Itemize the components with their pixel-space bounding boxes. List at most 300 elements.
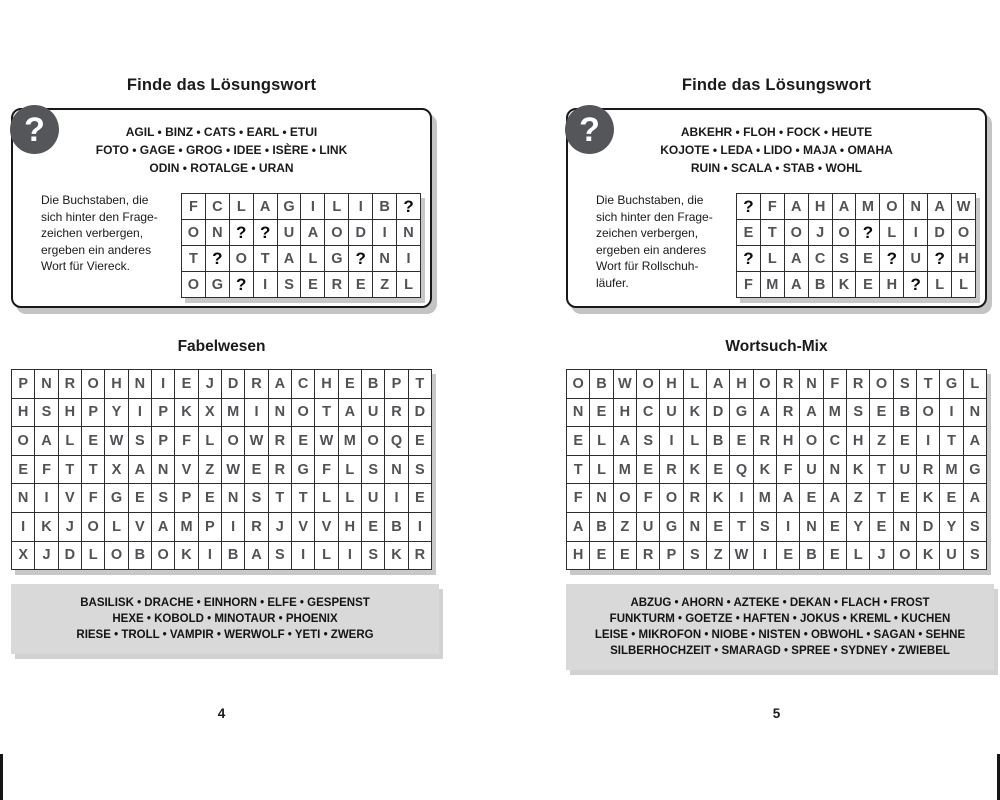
letter-cell: N: [385, 456, 407, 484]
letter-cell: M: [824, 399, 846, 427]
letter-cell: E: [824, 513, 846, 541]
letter-cell: P: [12, 370, 34, 398]
letter-cell: L: [315, 542, 337, 570]
letter-cell: O: [880, 194, 903, 219]
letter-cell: L: [325, 194, 348, 219]
letter-cell: S: [847, 399, 869, 427]
letter-cell: K: [35, 513, 57, 541]
book-page-left: [11, 0, 432, 800]
letter-cell: Z: [870, 427, 892, 455]
letter-cell: M: [175, 513, 197, 541]
letter-cell: N: [222, 484, 244, 512]
letter-cell: E: [301, 272, 324, 297]
letter-cell: I: [129, 399, 151, 427]
letter-cell: W: [222, 456, 244, 484]
letter-cell: L: [230, 194, 253, 219]
letter-cell: R: [245, 513, 267, 541]
text-line: Die Buchstaben, die: [41, 193, 149, 207]
letter-cell: E: [940, 484, 962, 512]
letter-cell: L: [684, 427, 706, 455]
letter-cell: O: [222, 427, 244, 455]
letter-cell: Z: [614, 513, 636, 541]
letter-cell: A: [567, 513, 589, 541]
letter-cell: O: [833, 220, 856, 245]
letter-cell: I: [917, 427, 939, 455]
letter-cell: S: [754, 513, 776, 541]
letter-cell: F: [182, 194, 205, 219]
letter-cell: A: [964, 427, 986, 455]
letter-cell: N: [824, 456, 846, 484]
letter-cell: I: [199, 542, 221, 570]
letter-cell: L: [397, 272, 420, 297]
letter-cell: R: [637, 542, 659, 570]
letter-cell: T: [409, 370, 431, 398]
letter-cell: T: [82, 456, 104, 484]
letter-cell: B: [362, 370, 384, 398]
letter-cell: K: [175, 399, 197, 427]
letter-cell: A: [833, 194, 856, 219]
letter-cell: H: [315, 370, 337, 398]
letter-cell: Z: [199, 456, 221, 484]
letter-cell: N: [894, 513, 916, 541]
letter-cell: S: [409, 456, 431, 484]
letter-cell: B: [373, 194, 396, 219]
letter-cell: R: [660, 456, 682, 484]
letter-cell: A: [800, 399, 822, 427]
letter-cell: U: [362, 399, 384, 427]
letter-cell: D: [409, 399, 431, 427]
letter-cell: L: [105, 513, 127, 541]
letter-cell: T: [567, 456, 589, 484]
letter-cell: K: [833, 272, 856, 297]
letter-cell: O: [325, 220, 348, 245]
letter-cell: N: [964, 399, 986, 427]
text-line: ergeben ein anderes: [596, 242, 707, 257]
question-mark-icon: ?: [10, 105, 59, 154]
letter-cell: U: [637, 513, 659, 541]
letter-cell: A: [245, 542, 267, 570]
letter-cell: P: [175, 484, 197, 512]
letter-cell: D: [222, 370, 244, 398]
letter-cell: H: [59, 399, 81, 427]
letter-cell: U: [278, 220, 301, 245]
letter-cell: I: [409, 513, 431, 541]
text-line: läufer.: [596, 275, 629, 290]
letter-cell: M: [754, 484, 776, 512]
letter-cell: T: [59, 456, 81, 484]
letter-cell: E: [292, 427, 314, 455]
letter-cell: X: [199, 399, 221, 427]
hidden-letter-cell: ?: [206, 246, 229, 271]
letter-cell: K: [385, 542, 407, 570]
letter-cell: G: [105, 484, 127, 512]
letter-cell: M: [339, 427, 361, 455]
letter-cell: O: [82, 370, 104, 398]
letter-cell: B: [809, 272, 832, 297]
letter-cell: R: [59, 370, 81, 398]
letter-cell: L: [339, 456, 361, 484]
hidden-letter-cell: ?: [230, 220, 253, 245]
letter-cell: A: [824, 484, 846, 512]
letter-cell: A: [928, 194, 951, 219]
letter-cell: H: [12, 399, 34, 427]
text-line: HEXE • KOBOLD • MINOTAUR • PHOENIX: [112, 613, 338, 626]
letter-cell: G: [292, 456, 314, 484]
letter-cell: G: [325, 246, 348, 271]
letter-cell: G: [940, 370, 962, 398]
letter-cell: N: [12, 484, 34, 512]
letter-cell: A: [152, 513, 174, 541]
letter-cell: D: [59, 542, 81, 570]
letter-cell: A: [254, 194, 277, 219]
letter-cell: R: [385, 399, 407, 427]
letter-cell: B: [894, 399, 916, 427]
letter-cell: O: [82, 513, 104, 541]
letter-cell: L: [199, 427, 221, 455]
letter-cell: A: [278, 246, 301, 271]
hidden-letter-cell: ?: [880, 246, 903, 271]
letter-cell: F: [315, 456, 337, 484]
solution-word-list: [568, 123, 985, 177]
letter-cell: I: [373, 220, 396, 245]
letter-cell: T: [870, 456, 892, 484]
letter-cell: E: [800, 484, 822, 512]
letter-cell: P: [152, 399, 174, 427]
letter-cell: L: [964, 370, 986, 398]
letter-cell: S: [964, 513, 986, 541]
letter-cell: E: [245, 456, 267, 484]
letter-cell: E: [339, 370, 361, 398]
letter-cell: T: [870, 484, 892, 512]
letter-cell: E: [870, 399, 892, 427]
hidden-letter-cell: ?: [928, 246, 951, 271]
letter-cell: R: [269, 456, 291, 484]
letter-cell: Z: [707, 542, 729, 570]
letter-cell: H: [660, 370, 682, 398]
letter-cell: A: [707, 370, 729, 398]
letter-cell: J: [269, 513, 291, 541]
wordsearch-title: Fabelwesen: [177, 338, 266, 355]
letter-cell: A: [777, 484, 799, 512]
letter-cell: R: [269, 427, 291, 455]
letter-cell: B: [707, 427, 729, 455]
letter-cell: W: [952, 194, 975, 219]
letter-cell: I: [754, 542, 776, 570]
letter-cell: Y: [940, 513, 962, 541]
letter-cell: J: [35, 542, 57, 570]
letter-cell: X: [12, 542, 34, 570]
letter-cell: R: [684, 484, 706, 512]
hidden-letter-cell: ?: [349, 246, 372, 271]
letter-cell: P: [152, 427, 174, 455]
hidden-letter-cell: ?: [230, 272, 253, 297]
letter-cell: F: [761, 194, 784, 219]
letter-cell: P: [82, 399, 104, 427]
letter-cell: D: [349, 220, 372, 245]
letter-cell: H: [880, 272, 903, 297]
solution-puzzle-box: [11, 108, 432, 308]
letter-cell: C: [206, 194, 229, 219]
letter-cell: J: [870, 542, 892, 570]
letter-cell: O: [230, 246, 253, 271]
letter-cell: I: [730, 484, 752, 512]
letter-cell: S: [245, 484, 267, 512]
letter-cell: V: [315, 513, 337, 541]
letter-cell: E: [409, 484, 431, 512]
letter-cell: E: [777, 542, 799, 570]
letter-cell: E: [614, 542, 636, 570]
letter-cell: O: [637, 370, 659, 398]
text-line: Die Buchstaben, die: [596, 193, 704, 207]
letter-cell: X: [105, 456, 127, 484]
letter-cell: T: [269, 484, 291, 512]
letter-cell: N: [590, 484, 612, 512]
letter-cell: D: [928, 220, 951, 245]
letter-cell: K: [847, 456, 869, 484]
letter-cell: H: [847, 427, 869, 455]
letter-cell: C: [292, 370, 314, 398]
letter-cell: G: [278, 194, 301, 219]
letter-cell: I: [292, 542, 314, 570]
text-line: KOJOTE • LEDA • LIDO • MAJA • OMAHA: [660, 143, 893, 157]
letter-cell: R: [409, 542, 431, 570]
letter-cell: M: [222, 399, 244, 427]
letter-cell: Y: [847, 513, 869, 541]
letter-cell: K: [684, 399, 706, 427]
letter-cell: Q: [385, 427, 407, 455]
letter-cell: B: [590, 513, 612, 541]
letter-cell: T: [182, 246, 205, 271]
letter-cell: T: [940, 427, 962, 455]
wordsearch-grid: [566, 369, 987, 570]
letter-cell: I: [777, 513, 799, 541]
letter-cell: L: [952, 272, 975, 297]
letter-cell: K: [917, 484, 939, 512]
letter-cell: A: [785, 246, 808, 271]
letter-cell: H: [105, 370, 127, 398]
letter-cell: K: [175, 542, 197, 570]
letter-cell: I: [904, 220, 927, 245]
letter-cell: R: [777, 370, 799, 398]
letter-cell: M: [614, 456, 636, 484]
letter-cell: V: [129, 513, 151, 541]
letter-cell: N: [269, 399, 291, 427]
letter-cell: N: [397, 220, 420, 245]
letter-cell: R: [777, 399, 799, 427]
letter-cell: O: [567, 370, 589, 398]
hidden-letter-cell: ?: [737, 194, 760, 219]
wordsearch-word-list: [11, 584, 439, 654]
letter-cell: E: [856, 272, 879, 297]
letter-cell: U: [660, 399, 682, 427]
letter-cell: V: [59, 484, 81, 512]
letter-cell: E: [590, 542, 612, 570]
letter-cell: J: [59, 513, 81, 541]
page-number: 4: [217, 706, 226, 721]
text-line: FOTO • GAGE • GROG • IDEE • ISÈRE • LINK: [95, 143, 348, 157]
letter-cell: E: [856, 246, 879, 271]
letter-cell: H: [339, 513, 361, 541]
letter-cell: W: [730, 542, 752, 570]
letter-cell: T: [917, 370, 939, 398]
letter-cell: H: [809, 194, 832, 219]
letter-cell: G: [206, 272, 229, 297]
letter-cell: S: [129, 427, 151, 455]
letter-cell: F: [824, 370, 846, 398]
text-line: zeichen verbergen,: [41, 226, 144, 240]
letter-cell: W: [105, 427, 127, 455]
letter-cell: E: [349, 272, 372, 297]
letter-cell: E: [409, 427, 431, 455]
solution-puzzle-title: Finde das Lösungswort: [681, 76, 872, 94]
hidden-letter-cell: ?: [737, 246, 760, 271]
wordsearch-grid: [11, 369, 432, 570]
letter-cell: M: [761, 272, 784, 297]
letter-cell: N: [373, 246, 396, 271]
letter-cell: O: [362, 427, 384, 455]
text-line: Wort für Rollschuh-: [596, 259, 699, 273]
letter-cell: E: [637, 456, 659, 484]
letter-cell: H: [730, 370, 752, 398]
letter-cell: I: [940, 399, 962, 427]
letter-cell: P: [199, 513, 221, 541]
letter-cell: L: [847, 542, 869, 570]
letter-cell: O: [182, 220, 205, 245]
solution-word-list: [13, 123, 430, 177]
letter-cell: N: [152, 456, 174, 484]
letter-cell: O: [917, 399, 939, 427]
letter-cell: G: [964, 456, 986, 484]
letter-cell: C: [809, 246, 832, 271]
letter-cell: O: [660, 484, 682, 512]
text-line: ABKEHR • FLOH • FOCK • HEUTE: [680, 125, 873, 139]
text-line: LEISE • MIKROFON • NIOBE • NISTEN • OBWOHL • SAGAN • SEHNE: [594, 629, 966, 642]
letter-cell: F: [777, 456, 799, 484]
letter-cell: J: [199, 370, 221, 398]
letter-cell: I: [254, 272, 277, 297]
solution-puzzle-title: Finde das Lösungswort: [126, 76, 317, 94]
letter-cell: L: [684, 370, 706, 398]
letter-cell: L: [82, 542, 104, 570]
letter-cell: N: [904, 194, 927, 219]
letter-cell: A: [129, 456, 151, 484]
letter-cell: F: [82, 484, 104, 512]
letter-cell: I: [301, 194, 324, 219]
letter-cell: A: [35, 427, 57, 455]
letter-cell: M: [940, 456, 962, 484]
letter-cell: E: [707, 456, 729, 484]
letter-cell: N: [567, 399, 589, 427]
page-edge-mark-left: [0, 754, 3, 800]
letter-cell: I: [152, 370, 174, 398]
letter-cell: I: [35, 484, 57, 512]
letter-cell: P: [385, 370, 407, 398]
letter-cell: N: [684, 513, 706, 541]
letter-cell: C: [824, 427, 846, 455]
letter-cell: B: [385, 513, 407, 541]
letter-cell: M: [856, 194, 879, 219]
letter-cell: E: [129, 484, 151, 512]
letter-cell: U: [894, 456, 916, 484]
letter-cell: S: [637, 427, 659, 455]
text-line: Wort für Viereck.: [41, 259, 130, 273]
solution-letter-grid: [181, 193, 421, 298]
letter-cell: F: [567, 484, 589, 512]
letter-cell: L: [59, 427, 81, 455]
letter-cell: L: [761, 246, 784, 271]
letter-cell: E: [894, 427, 916, 455]
letter-cell: E: [590, 399, 612, 427]
letter-cell: G: [660, 513, 682, 541]
letter-cell: N: [206, 220, 229, 245]
letter-cell: K: [684, 456, 706, 484]
letter-cell: I: [222, 513, 244, 541]
letter-cell: N: [800, 370, 822, 398]
hidden-letter-cell: ?: [397, 194, 420, 219]
solution-letter-grid: [736, 193, 976, 298]
text-line: RIESE • TROLL • VAMPIR • WERWOLF • YETI • ZWERG: [76, 629, 374, 642]
letter-cell: D: [917, 513, 939, 541]
letter-cell: L: [301, 246, 324, 271]
letter-cell: A: [785, 272, 808, 297]
instruction-text: [596, 192, 742, 291]
letter-cell: I: [245, 399, 267, 427]
letter-cell: S: [362, 542, 384, 570]
text-line: zeichen verbergen,: [596, 226, 699, 240]
letter-cell: S: [362, 456, 384, 484]
letter-cell: E: [730, 427, 752, 455]
letter-cell: B: [800, 542, 822, 570]
letter-cell: I: [349, 194, 372, 219]
letter-cell: I: [12, 513, 34, 541]
text-line: sich hinter den Frage-: [596, 209, 713, 224]
letter-cell: D: [707, 399, 729, 427]
letter-cell: F: [737, 272, 760, 297]
letter-cell: A: [269, 370, 291, 398]
letter-cell: S: [278, 272, 301, 297]
letter-cell: A: [301, 220, 324, 245]
text-line: SILBERHOCHZEIT • SMARAGD • SPREE • SYDNEY • ZWIEBEL: [610, 645, 950, 658]
letter-cell: E: [737, 220, 760, 245]
letter-cell: T: [730, 513, 752, 541]
letter-cell: O: [292, 399, 314, 427]
letter-cell: R: [754, 427, 776, 455]
letter-cell: G: [730, 399, 752, 427]
text-line: AGIL • BINZ • CATS • EARL • ETUI: [125, 125, 318, 139]
letter-cell: E: [894, 484, 916, 512]
letter-cell: U: [362, 484, 384, 512]
letter-cell: E: [12, 456, 34, 484]
letter-cell: O: [870, 370, 892, 398]
letter-cell: Q: [730, 456, 752, 484]
hidden-letter-cell: ?: [254, 220, 277, 245]
letter-cell: E: [870, 513, 892, 541]
letter-cell: B: [129, 542, 151, 570]
letter-cell: F: [175, 427, 197, 455]
letter-cell: S: [35, 399, 57, 427]
letter-cell: C: [637, 399, 659, 427]
letter-cell: O: [894, 542, 916, 570]
letter-cell: L: [315, 484, 337, 512]
solution-puzzle-box: [566, 108, 987, 308]
question-mark-icon: ?: [565, 105, 614, 154]
letter-cell: R: [245, 370, 267, 398]
letter-cell: T: [761, 220, 784, 245]
letter-cell: Z: [373, 272, 396, 297]
letter-cell: O: [614, 484, 636, 512]
letter-cell: B: [590, 370, 612, 398]
letter-cell: Y: [105, 399, 127, 427]
